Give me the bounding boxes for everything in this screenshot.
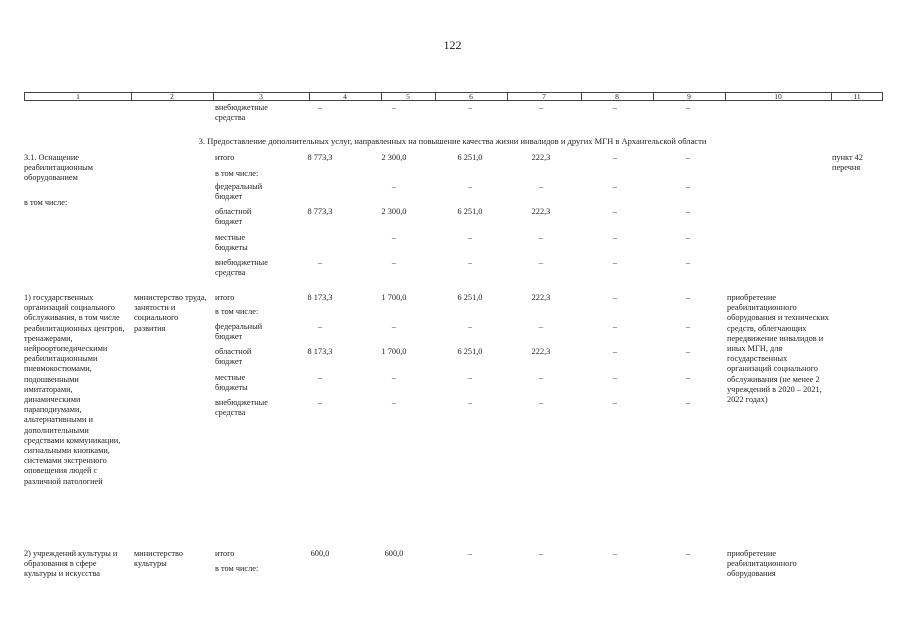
block3-name: 2) учреждений культуры и образования в сфере культуры и искусства: [24, 549, 118, 579]
table-header-row: [24, 92, 883, 101]
top-row-value: –: [317, 103, 323, 112]
block2-offbudget-value: –: [467, 398, 473, 407]
block1-name: 3.1. Оснащение реабилитационным оборудованием: [24, 153, 94, 183]
block3-total-value: –: [612, 549, 618, 558]
block1-federal-value: –: [685, 182, 691, 191]
header-col-2: 2: [170, 92, 174, 101]
header-col-3: 3: [259, 92, 263, 101]
header-col-6: 6: [469, 92, 473, 101]
block2-offbudget-value: –: [538, 398, 544, 407]
block1-local-value: –: [612, 233, 618, 242]
block1-local-value: –: [538, 233, 544, 242]
section-title: 3. Предоставление дополнительных услуг, направленных на повышение качества жизни инвалидов и других МГН в Архангельской области: [198, 136, 707, 146]
block1-federal-value: –: [612, 182, 618, 191]
block2-federal-value: –: [391, 322, 397, 331]
block2-local-value: –: [685, 373, 691, 382]
block1-source-offbudget: внебюджетные средства: [215, 258, 268, 278]
block1-offbudget-value: –: [317, 258, 323, 267]
block2-name: 1) государственных организаций социального обслуживания, в том числе реабилитационных центров, тренажерами, нейроортопедическими реабилитационными пневмокостюмами, подошвенными имитаторами, динамическими параподиумами, альтернативными и дополнительными средствами коммуникации, сигнальными кнопками, системами экстренного оповещения людей с различной патологией: [24, 293, 125, 486]
block2-local-value: –: [391, 373, 397, 382]
block2-source-federal: федеральный бюджет: [215, 322, 263, 342]
header-col-5: 5: [406, 92, 410, 101]
block2-regional-value: –: [685, 347, 691, 356]
block2-offbudget-value: –: [391, 398, 397, 407]
block2-source-offbudget: внебюджетные средства: [215, 398, 268, 418]
block1-offbudget-value: –: [685, 258, 691, 267]
block1-regional-value: –: [685, 207, 691, 216]
block2-offbudget-value: –: [685, 398, 691, 407]
block1-federal-value: –: [467, 182, 473, 191]
header-col-11: 11: [853, 92, 861, 101]
block2-local-value: –: [612, 373, 618, 382]
block2-local-value: –: [317, 373, 323, 382]
header-col-10: 10: [774, 92, 782, 101]
block2-source-local: местные бюджеты: [215, 373, 248, 393]
block2-federal-value: –: [538, 322, 544, 331]
top-row-source: внебюджетные средства: [215, 103, 268, 123]
block1-total-value: 222,3: [531, 153, 551, 162]
block1-regional-value: 222,3: [531, 207, 551, 216]
block1-incl: в том числе:: [24, 198, 68, 207]
header-col-9: 9: [687, 92, 691, 101]
block1-regional-value: –: [612, 207, 618, 216]
block1-local-value: –: [467, 233, 473, 242]
block1-federal-value: –: [538, 182, 544, 191]
block1-total-value: 2 300,0: [381, 153, 407, 162]
block1-regional-value: 6 251,0: [457, 207, 483, 216]
top-row-value: –: [538, 103, 544, 112]
block2-source-incl: в том числе:: [215, 307, 259, 316]
block1-source-total: итого: [215, 153, 235, 162]
block1-regional-value: 2 300,0: [381, 207, 407, 216]
block2-source-regional: областной бюджет: [215, 347, 252, 367]
block2-federal-value: –: [317, 322, 323, 331]
top-row-value: –: [685, 103, 691, 112]
block1-source-federal: федеральный бюджет: [215, 182, 263, 202]
top-row-value: –: [612, 103, 618, 112]
header-col-7: 7: [542, 92, 546, 101]
block1-federal-value: –: [391, 182, 397, 191]
block2-local-value: –: [467, 373, 473, 382]
block1-total-value: 8 773,3: [307, 153, 333, 162]
block3-executor: министерство культуры: [134, 549, 184, 569]
block2-total-value: 6 251,0: [457, 293, 483, 302]
block3-total-value: 600,0: [310, 549, 330, 558]
block2-federal-value: –: [612, 322, 618, 331]
block2-total-value: 222,3: [531, 293, 551, 302]
block2-regional-value: 222,3: [531, 347, 551, 356]
header-col-1: 1: [76, 92, 80, 101]
block2-total-value: –: [612, 293, 618, 302]
block2-federal-value: –: [467, 322, 473, 331]
block2-total-value: 8 173,3: [307, 293, 333, 302]
block1-total-value: –: [612, 153, 618, 162]
block2-regional-value: 8 173,3: [307, 347, 333, 356]
block1-offbudget-value: –: [391, 258, 397, 267]
block3-total-value: –: [538, 549, 544, 558]
block1-offbudget-value: –: [538, 258, 544, 267]
block1-regional-value: 8 773,3: [307, 207, 333, 216]
block2-regional-value: 1 700,0: [381, 347, 407, 356]
block3-result: приобретение реабилитационного оборудования: [727, 549, 797, 579]
block2-federal-value: –: [685, 322, 691, 331]
block1-local-value: –: [391, 233, 397, 242]
block3-total-value: –: [467, 549, 473, 558]
block1-local-value: –: [685, 233, 691, 242]
block3-source-incl: в том числе:: [215, 564, 259, 573]
block1-note: пункт 42 перечня: [832, 153, 863, 173]
block1-source-regional: областной бюджет: [215, 207, 252, 227]
block2-total-value: –: [685, 293, 691, 302]
block3-total-value: 600,0: [384, 549, 404, 558]
top-row-value: –: [467, 103, 473, 112]
top-row-value: –: [391, 103, 397, 112]
block2-regional-value: –: [612, 347, 618, 356]
block3-source-total: итого: [215, 549, 235, 558]
page-number: 122: [443, 38, 462, 52]
block2-source-total: итого: [215, 293, 235, 302]
header-col-8: 8: [615, 92, 619, 101]
block2-result: приобретение реабилитационного оборудования и технических средств, облегчающих передвижение инвалидов и иных МГН, для государственных организаций социального обслуживания (не менее 2 учреждений в 2020 – 2021, 2022 годах): [727, 293, 829, 405]
block2-total-value: 1 700,0: [381, 293, 407, 302]
block3-total-value: –: [685, 549, 691, 558]
header-col-4: 4: [343, 92, 347, 101]
block2-offbudget-value: –: [612, 398, 618, 407]
block1-offbudget-value: –: [467, 258, 473, 267]
block1-offbudget-value: –: [612, 258, 618, 267]
block1-total-value: 6 251,0: [457, 153, 483, 162]
block1-total-value: –: [685, 153, 691, 162]
block2-local-value: –: [538, 373, 544, 382]
block2-regional-value: 6 251,0: [457, 347, 483, 356]
block2-offbudget-value: –: [317, 398, 323, 407]
block1-source-local: местные бюджеты: [215, 233, 248, 253]
block2-executor: министерство труда, занятости и социального развития: [134, 293, 207, 333]
block1-source-incl: в том числе:: [215, 169, 259, 178]
